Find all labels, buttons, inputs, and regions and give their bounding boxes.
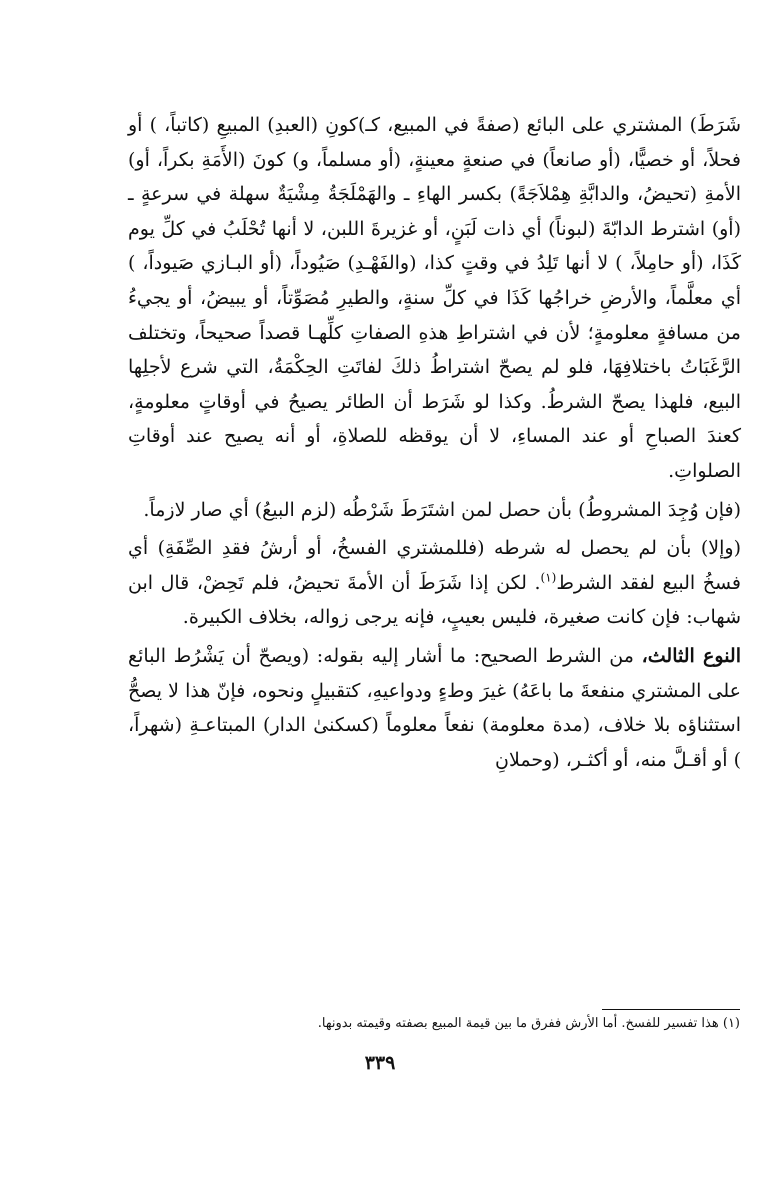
footnote-divider bbox=[602, 1009, 740, 1010]
section-heading: النوع الثالث، bbox=[641, 644, 741, 667]
paragraph-text: . لكن إذا شَرَطَ أن الأمةَ تحيضُ، فلم تَحِضْ، قال ابن شهاب: فإن كانت صغيرة، فليس بعيبٍ، فإنه يرجى زواله، بخلاف الكبيرة. bbox=[128, 571, 741, 629]
footnote: (١) هذا تفسير للفسخ. أما الأرش ففرق ما بين قيمة المبيع بصفته وقيمته بدونها. bbox=[317, 1016, 740, 1031]
paragraph: (فإن وُجِدَ المشروطُ) بأن حصل لمن اشتَرَطَ شَرْطُه (لزم البيعُ) أي صار لازماً. bbox=[143, 498, 741, 521]
paragraph bbox=[128, 531, 741, 635]
footnote-marker: (١) bbox=[540, 570, 557, 585]
page-number: ٣٣٩ bbox=[364, 1052, 396, 1074]
main-text bbox=[128, 108, 741, 777]
paragraph-text: من الشرط الصحيح: ما أشار إليه بقوله: (ويصحّ أن يَشْرُط البائع على المشتري منفعةَ ما باعَهُ) غيرَ وطءٍ ودواعيهِ، كتقبيلٍ ونحوه، فإنّ هذا لا يصحُّ استثناؤه بلا خلاف، (مدة معلومة) نفعاً معلوماً (كسكنىٰ الدار) المبتاعـةِ (شهراً، ) أو أقـلَّ منه، أو أكثـر، (وحملانِ bbox=[128, 644, 741, 771]
paragraph-text: (وإلا) بأن لم يحصل له شرطه (فللمشتري الفسخُ، أو أرشُ فقدِ الصِّفَةِ) أي فسخُ البيع لفقد الشرط bbox=[128, 537, 741, 594]
paragraph: شَرَطَ) المشتري على البائع (صفةً في المبيع، كـ)كونِ (العبدِ) المبيعِ (كاتباً، ) أو فحلاً، أو خصيًّا، (أو صانعاً) في صنعةٍ معينةٍ، (أو مسلماً، و) كونَ (الأَمَةِ بكراً، أو) الأمةِ (تحيضُ، والدابَّةِ هِمْلاَجَةً) بكسر الهاءِ ـ والهَمْلَجَةُ مِشْيَةٌ سهلة في سرعةٍ ـ (أو) اشترط الدابّةَ (لبوناً) أي ذات لَبَنٍ، أو غزيرةَ اللبن، لا أنها تُحْلَبُ في كلِّ يوم كَذَا، (أو حامِلاً، ) لا أنها تَلِدُ في وقتٍ كذا، (والفَهْـدِ) صَيُوداً، (أو البـازي صَيوداً، ) أي معلَّماً، والأرضِ خراجُها كَذَا في كلِّ سنةٍ، والطيرِ مُصَوِّتاً، أو يبيضُ، أو يجيءُ من مسافةٍ معلومةٍ؛ لأن في اشتراطِ هذهِ الصفاتِ كلِّهـا قصداً صحيحاً، وتختلف الرَّغَبَاتُ باختلافِهَا، فلو لم يصحّ اشتراطُ ذلكَ لفاتَتِ الحِكْمَةُ، التي شرع لأجلِها البيع، فلهذا يصحّ الشرطُ. وكذا لو شَرَط أن الطائر يصيحُ في أوقاتٍ معلومةٍ، كعندَ الصباحِ أو عند المساءِ، لا أن يوقظه للصلاةِ، أو أنه يصيح عند أوقاتِ الصلواتِ. bbox=[128, 114, 741, 482]
paragraph bbox=[128, 639, 741, 777]
